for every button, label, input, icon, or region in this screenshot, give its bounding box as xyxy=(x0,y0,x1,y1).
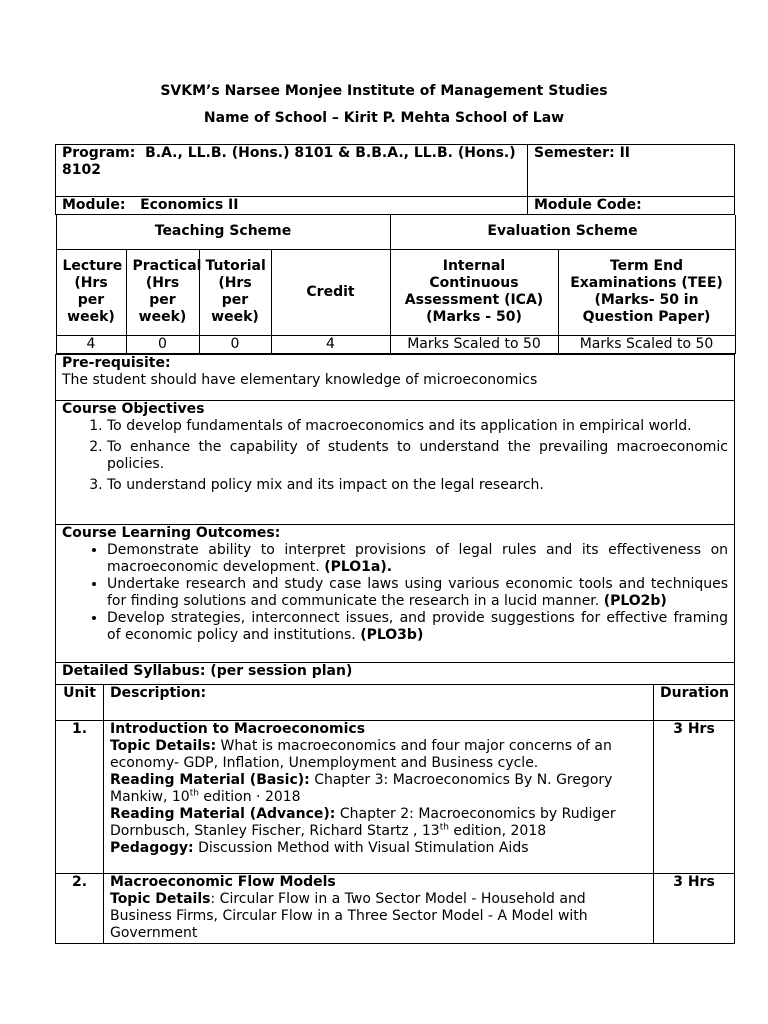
semester-cell xyxy=(528,145,735,197)
module-label: Module: xyxy=(62,197,126,213)
topic-details: Topic Details: What is macroeconomics and four major concerns of an economy- GDP, Inflation, Unemployment and Business cycle. xyxy=(110,737,612,771)
tee-col-header: Term End Examinations (TEE) (Marks- 50 in Question Paper) xyxy=(558,249,735,335)
practical-value: 0 xyxy=(126,335,199,353)
unit-description xyxy=(104,720,654,873)
lecture-value: 4 xyxy=(56,335,126,353)
course-table xyxy=(55,144,735,944)
tee-value: Marks Scaled to 50 xyxy=(558,335,735,353)
plo-tag: (PLO2b) xyxy=(603,592,667,609)
module-value: Economics II xyxy=(140,197,239,213)
plo-tag: (PLO1a). xyxy=(324,558,393,575)
unit-description xyxy=(104,873,654,943)
program-value: B.A., LL.B. (Hons.) 8101 & B.B.A., LL.B. (Hons.) 8102 xyxy=(62,145,516,178)
ica-value: Marks Scaled to 50 xyxy=(390,335,558,353)
objective-item: 3. To understand policy mix and its impact on the legal research. xyxy=(107,477,728,494)
outcomes-label: Course Learning Outcomes: xyxy=(62,524,281,541)
school-title: Name of School – Kirit P. Mehta School of Law xyxy=(203,110,565,126)
prerequisite-text: The student should have elementary knowledge of microeconomics xyxy=(62,371,538,388)
institute-title: SVKM’s Narsee Monjee Institute of Management Studies xyxy=(160,83,608,99)
prerequisite-label: Pre-requisite: xyxy=(62,354,171,371)
credit-value: 4 xyxy=(271,335,390,353)
module-code-cell xyxy=(528,197,735,215)
outcome-item: • Undertake research and study case laws using various economic tools and techniques for finding solutions and communicate the research in a lucid manner. (PLO2b) xyxy=(107,576,728,610)
objective-item: 1. To develop fundamentals of macroeconomics and its application in empirical world. xyxy=(107,418,728,435)
semester-label: Semester: xyxy=(534,145,615,161)
outcome-item: • Develop strategies, interconnect issues, and provide suggestions for effective framing of economic policy and institutions. (PLO3b) xyxy=(107,610,728,644)
credit-col-header: Credit xyxy=(271,249,390,335)
module-code-label: Module Code: xyxy=(534,197,642,213)
unit-number: 2. xyxy=(56,873,104,943)
practical-col-header: Practical (Hrs per week) xyxy=(126,249,199,335)
scheme-table xyxy=(56,215,736,354)
lecture-col-header: Lecture (Hrs per week) xyxy=(56,249,126,335)
plo-tag: (PLO3b) xyxy=(360,626,424,643)
program-label: Program: xyxy=(62,145,136,161)
objectives-label: Course Objectives xyxy=(62,400,205,417)
outcome-item: • Demonstrate ability to interpret provisions of legal rules and its effectiveness on macroeconomic development. (PLO1a). xyxy=(107,542,728,576)
syllabus-heading: Detailed Syllabus: (per session plan) xyxy=(56,662,735,684)
pedagogy: Pedagogy: Discussion Method with Visual Stimulation Aids xyxy=(110,839,529,856)
ica-col-header: Internal Continuous Assessment (ICA) (Marks - 50) xyxy=(390,249,558,335)
tutorial-value: 0 xyxy=(199,335,271,353)
unit-title: Macroeconomic Flow Models xyxy=(110,873,336,890)
description-col-header: Description: xyxy=(104,684,654,720)
outcomes-list xyxy=(62,542,728,644)
outcomes-cell xyxy=(56,524,735,662)
duration-col-header: Duration xyxy=(654,684,735,720)
reading-advance: Reading Material (Advance): Chapter 2: Macroeconomics by Rudiger Dornbusch, Stanley Fischer, Richard Startz , 13th edition, 2018 xyxy=(110,805,616,839)
evaluation-scheme-heading: Evaluation Scheme xyxy=(390,215,735,249)
unit-title: Introduction to Macroeconomics xyxy=(110,720,366,737)
prerequisite-cell xyxy=(56,354,735,400)
objective-item: 2. To enhance the capability of students to understand the prevailing macroeconomic policies. xyxy=(107,439,728,473)
unit-duration: 3 Hrs xyxy=(654,873,735,943)
reading-basic: Reading Material (Basic): Chapter 3: Macroeconomics By N. Gregory Mankiw, 10th edition · 2018 xyxy=(110,771,613,805)
module-cell xyxy=(56,197,528,215)
teaching-scheme-heading: Teaching Scheme xyxy=(56,215,390,249)
objectives-cell xyxy=(56,400,735,524)
semester-value: II xyxy=(619,145,630,161)
tutorial-col-header: Tutorial (Hrs per week) xyxy=(199,249,271,335)
unit-number: 1. xyxy=(56,720,104,873)
unit-duration: 3 Hrs xyxy=(654,720,735,873)
topic-details: Topic Details: Circular Flow in a Two Sector Model - Household and Business Firms, Circular Flow in a Three Sector Model - A Model with Government xyxy=(110,890,588,941)
unit-col-header: Unit xyxy=(56,684,104,720)
scheme-container xyxy=(56,215,735,355)
program-cell xyxy=(56,145,528,197)
objectives-list xyxy=(62,418,728,494)
